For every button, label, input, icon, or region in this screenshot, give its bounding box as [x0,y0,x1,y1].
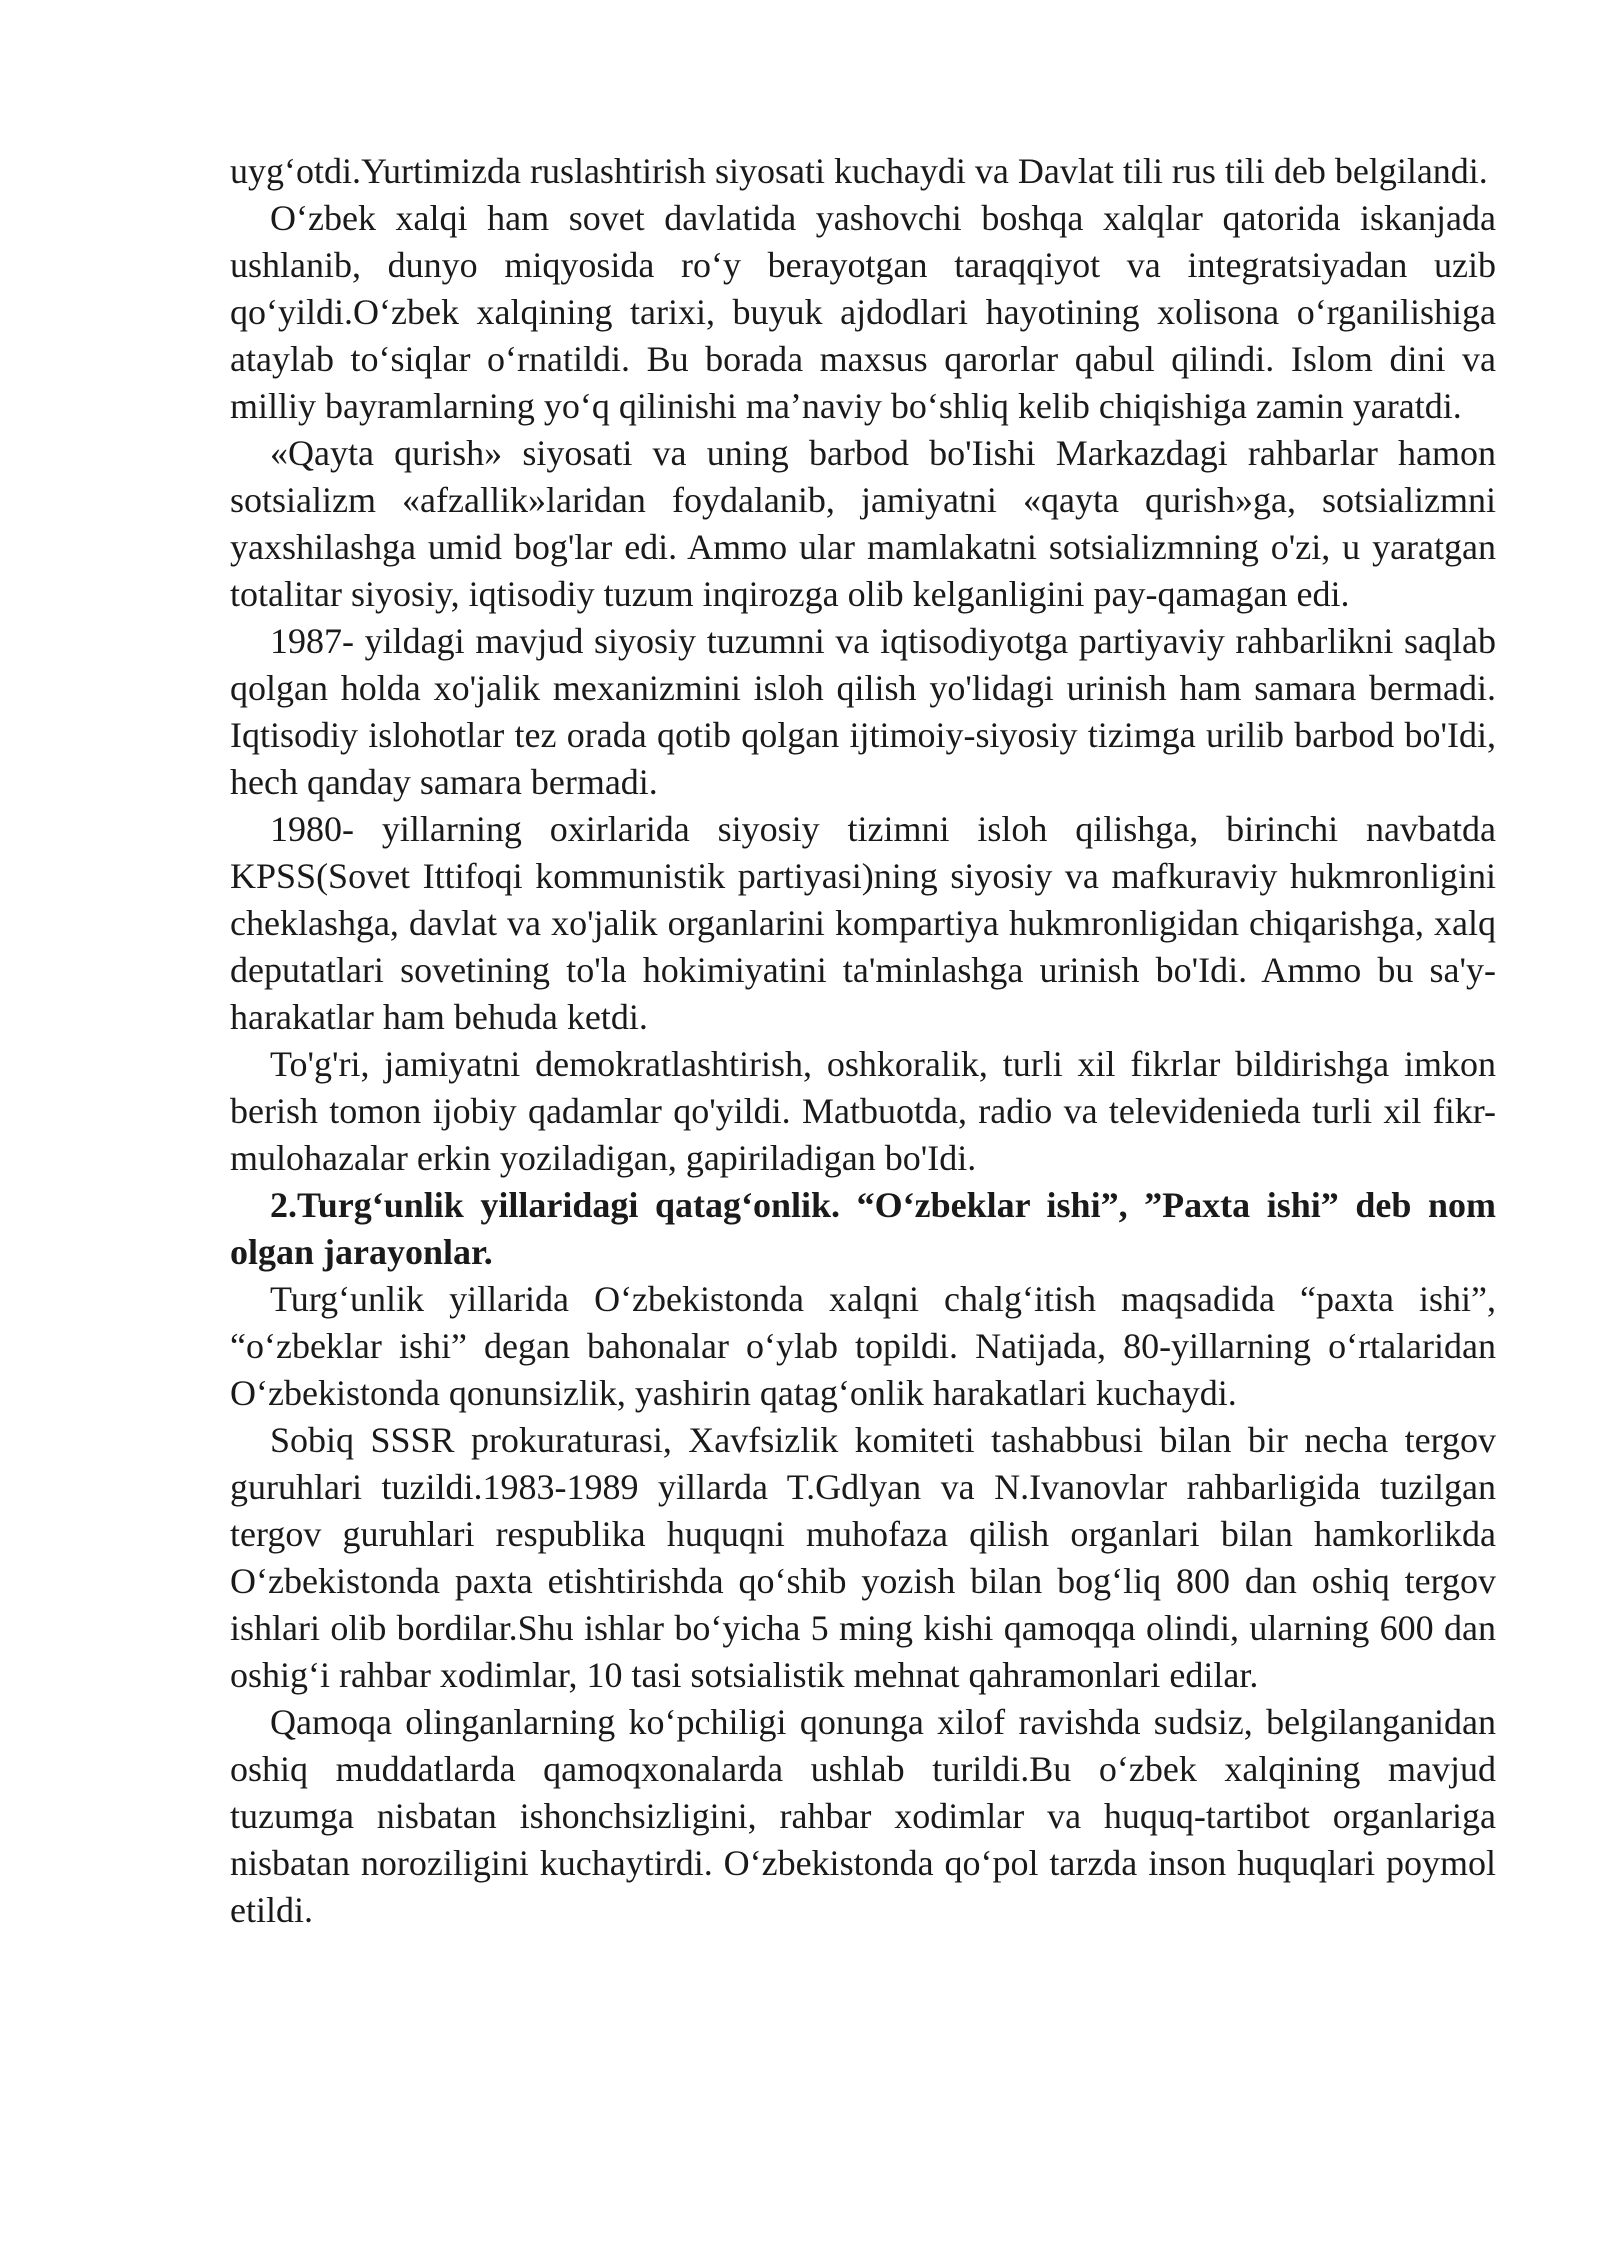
paragraph: «Qayta qurish» siyosati va uning barbod bo'Iishi Markazdagi rahbarlar hamon sotsializm «afzallik»laridan foydalanib, jamiyatni «qayta qurish»ga, sotsializmni yaxshilashga umid bog'lar edi. Ammo ular mamlakatni sotsializmning o'zi, u yaratgan totalitar siyosiy, iqtisodiy tuzum inqirozga olib kelganligini pay-qamagan edi. [230,433,1496,614]
paragraph: Sobiq SSSR prokuraturasi, Xavfsizlik komiteti tashabbusi bilan bir necha tergov guruhlari tuzildi.1983-1989 yillarda T.Gdlyan va N.Ivanovlar rahbarligida tuzilgan tergov guruhlari respublika huquqni muhofaza qilish organlari bilan hamkorlikda Oʻzbekistonda paxta etishtirishda qoʻshib yozish bilan bogʻliq 800 dan oshiq tergov ishlari olib bordilar.Shu ishlar boʻyicha 5 ming kishi qamoqqa olindi, ularning 600 dan oshigʻi rahbar xodimlar, 10 tasi sotsialistik mehnat qahramonlari edilar. [230,1420,1496,1695]
paragraph: Qamoqa olinganlarning koʻpchiligi qonunga xilof ravishda sudsiz, belgilanganidan oshiq muddatlarda qamoqxonalarda ushlab turildi.Bu oʻzbek xalqining mavjud tuzumga nisbatan ishonchsizligini, rahbar xodimlar va huquq-tartibot organlariga nisbatan noroziligini kuchaytirdi. Oʻzbekistonda qoʻpol tarzda inson huquqlari poymol etildi. [230,1702,1496,1930]
paragraph-continued: uygʻotdi.Yurtimizda ruslashtirish siyosati kuchaydi va Davlat tili rus tili deb belgilandi. [230,151,1488,191]
section-heading: 2.Turgʻunlik yillaridagi qatagʻonlik. “Oʻzbeklar ishi”, ”Paxta ishi” deb nom olgan jarayonlar. [230,1185,1496,1272]
paragraph: Turgʻunlik yillarida Oʻzbekistonda xalqni chalgʻitish maqsadida “paxta ishi”, “oʻzbeklar ishi” degan bahonalar oʻylab topildi. Natijada, 80-yillarning oʻrtalaridan Oʻzbekistonda qonunsizlik, yashirin qatagʻonlik harakatlari kuchaydi. [230,1279,1496,1413]
paragraph: Oʻzbek xalqi ham sovet davlatida yashovchi boshqa xalqlar qatorida iskanjada ushlanib, dunyo miqyosida roʻy berayotgan taraqqiyot va integratsiyadan uzib qoʻyildi.Oʻzbek xalqining tarixi, buyuk ajdodlari hayotining xolisona oʻrganilishiga ataylab toʻsiqlar oʻrnatildi. Bu borada maxsus qarorlar qabul qilindi. Islom dini va milliy bayramlarning yoʻq qilinishi maʼnaviy boʻshliq kelib chiqishiga zamin yaratdi. [230,198,1496,426]
paragraph: 1980- yillarning oxirlarida siyosiy tizimni isloh qilishga, birinchi navbatda KPSS(Sovet Ittifoqi kommunistik partiyasi)ning siyosiy va mafkuraviy hukmronligini cheklashga, davlat va xo'jalik organlarini kompartiya hukmronligidan chiqarishga, xalq deputatlari sovetining to'la hokimiyatini ta'minlashga urinish bo'Idi. Ammo bu sa'y-harakatlar ham behuda ketdi. [230,809,1496,1037]
paragraph: 1987- yildagi mavjud siyosiy tuzumni va iqtisodiyotga partiyaviy rahbarlikni saqlab qolgan holda xo'jalik mexanizmini isloh qilish yo'lidagi urinish ham samara bermadi. Iqtisodiy islohotlar tez orada qotib qolgan ijtimoiy-siyosiy tizimga urilib barbod bo'Idi, hech qanday samara bermadi. [230,621,1496,802]
document-page [230,148,1496,1934]
paragraph: To'g'ri, jamiyatni demokratlashtirish, oshkoralik, turli xil fikrlar bildirishga imkon berish tomon ijobiy qadamlar qo'yildi. Matbuotda, radio va televidenieda turli xil fikr-mulohazalar erkin yoziladigan, gapiriladigan bo'Idi. [230,1044,1496,1178]
